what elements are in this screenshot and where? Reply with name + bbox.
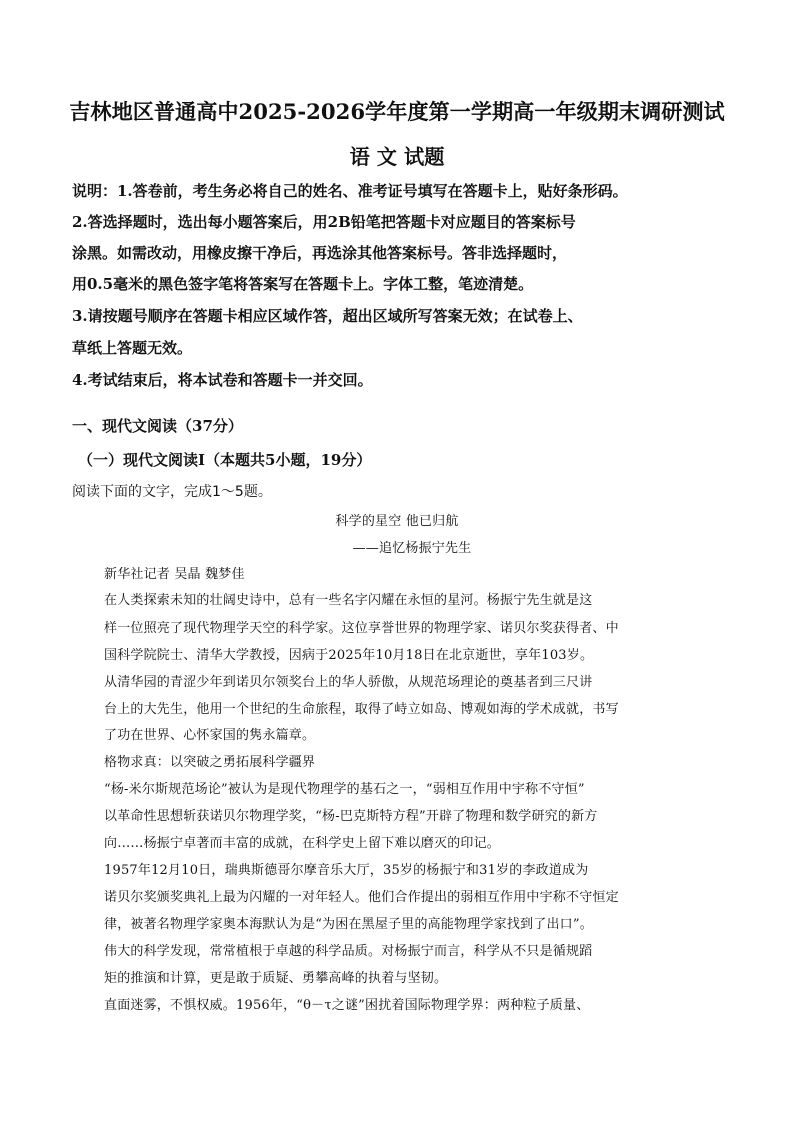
article-line: “杨-米尔斯规范场论”被认为是现代物理学的基石之一，“弱相互作用中宇称不守恒” bbox=[104, 782, 585, 797]
instruction-line: 涂黑。如需改动，用橡皮擦干净后，再选涂其他答案标号。答非选择题时， bbox=[72, 244, 568, 262]
article-line: 在人类探索未知的壮阔史诗中，总有一些名字闪耀在永恒的星河。杨振宁先生就是这 bbox=[104, 593, 593, 608]
section-subheading: （一）现代文阅读Ⅰ（本题共5小题，19分） bbox=[78, 451, 372, 469]
reading-prompt: 阅读下面的文字，完成1～5题。 bbox=[72, 484, 272, 500]
article-line: 从清华园的青涩少年到诺贝尔领奖台上的华人骄傲，从规范场理论的奠基者到三尺讲 bbox=[104, 675, 593, 690]
article-line: 国科学院院士、清华大学教授，因病于2025年10月18日在北京逝世，享年103岁。 bbox=[104, 648, 594, 663]
article-line: 样一位照亮了现代物理学天空的科学家。这位享誉世界的物理学家、诺贝尔奖获得者、中 bbox=[104, 621, 619, 636]
article-line: 向……杨振宁卓著而丰富的成就，在科学史上留下难以磨灭的印记。 bbox=[104, 836, 501, 851]
instruction-line: 4.考试结束后，将本试卷和答题卡一并交回。 bbox=[72, 371, 373, 389]
article-line: 直面迷雾，不惧权威。1956年，“θ－τ之谜”困扰着国际物理学界：两种粒子质量、 bbox=[104, 998, 590, 1013]
article-byline: 新华社记者 吴晶 魏梦佳 bbox=[104, 567, 245, 582]
article-line: 矩的推演和计算，更是敢于质疑、勇攀高峰的执着与坚韧。 bbox=[104, 971, 448, 986]
article-subtitle: ——追忆杨振宁先生 bbox=[352, 541, 472, 556]
instruction-line: 3.请按题号顺序在答题卡相应区域作答，超出区域所写答案无效；在试卷上、 bbox=[72, 307, 583, 325]
instruction-line: 用0.5毫米的黑色签字笔将答案写在答题卡上。字体工整，笔迹清楚。 bbox=[72, 275, 534, 293]
exam-title: 吉林地区普通高中2025-2026学年度第一学期高一年级期末调研测试 bbox=[69, 99, 725, 124]
article-line: 台上的大先生，他用一个世纪的生命旅程，取得了峙立如岛、博观如海的学术成就，书写 bbox=[104, 702, 619, 717]
section-heading: 一、现代文阅读（37分） bbox=[72, 417, 243, 435]
article-line: 1957年12月10日，瑞典斯德哥尔摩音乐大厅，35岁的杨振宁和31岁的李政道成为 bbox=[104, 863, 589, 878]
article-line: 以革命性思想斩获诺贝尔物理学奖，“杨-巴克斯特方程”开辟了物理和数学研究的新方 bbox=[104, 809, 598, 824]
article-title: 科学的星空 他已归航 bbox=[335, 514, 459, 529]
article-line: 律，被著名物理学家奥本海默认为是“为困在黑屋子里的高能物理学家找到了出口”。 bbox=[104, 917, 593, 932]
instruction-line: 说明：1.答卷前，考生务必将自己的姓名、准考证号填写在答题卡上，贴好条形码。 bbox=[72, 182, 628, 200]
exam-subtitle: 语 文 试题 bbox=[349, 145, 445, 169]
article-line: 诺贝尔奖颁奖典礼上最为闪耀的一对年轻人。他们合作提出的弱相互作用中宇称不守恒定 bbox=[104, 890, 619, 905]
article-line: 伟大的科学发现，常常植根于卓越的科学品质。对杨振宁而言，科学从不只是循规蹈 bbox=[104, 944, 593, 959]
article-section-heading: 格物求真：以突破之勇拓展科学疆界 bbox=[104, 755, 316, 770]
instruction-line: 2.答选择题时，选出每小题答案后，用2B铅笔把答题卡对应题目的答案标号 bbox=[72, 213, 576, 231]
instruction-line: 草纸上答题无效。 bbox=[72, 339, 193, 357]
article-line: 了功在世界、心怀家国的隽永篇章。 bbox=[104, 728, 316, 743]
